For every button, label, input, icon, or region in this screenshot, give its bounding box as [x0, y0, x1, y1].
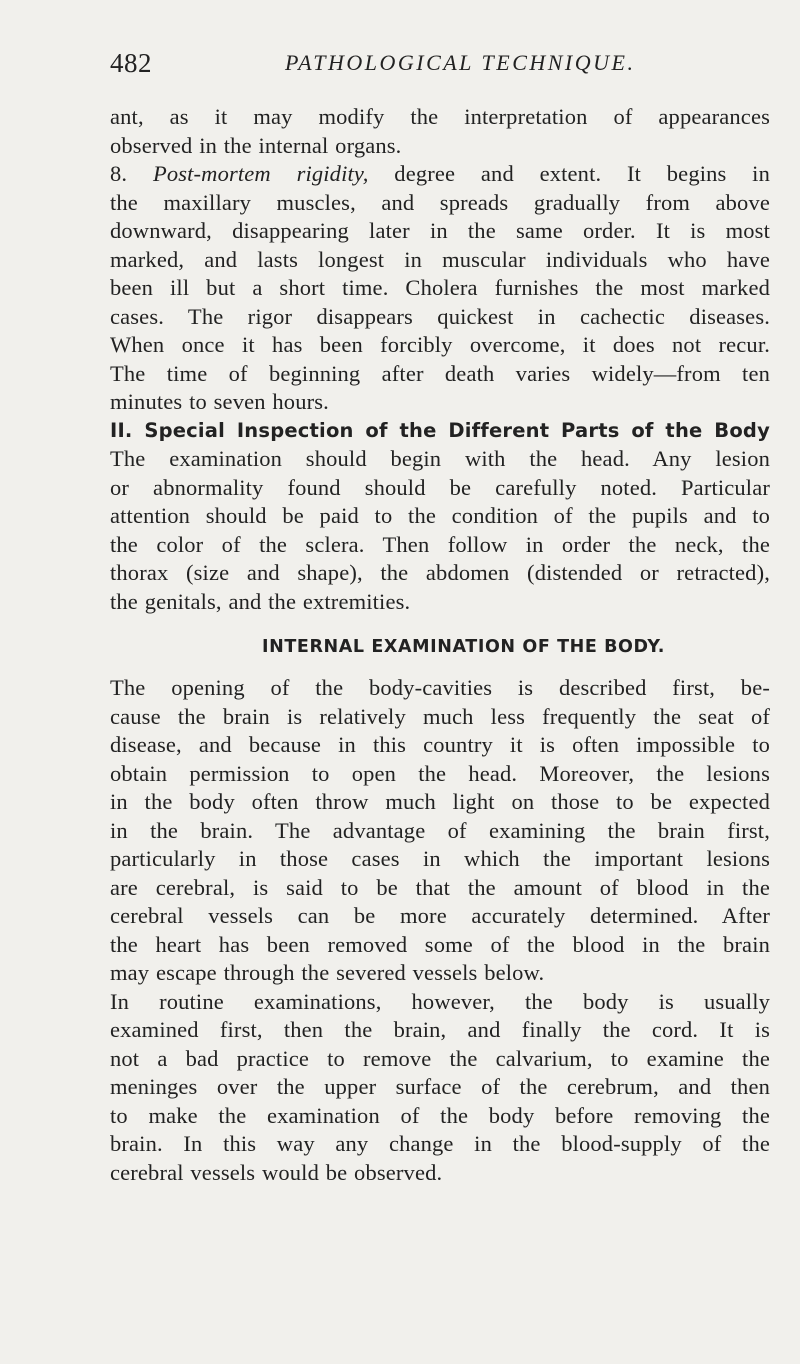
text-line: The examination should begin with the head. Any lesion	[110, 446, 770, 471]
text-line: thorax (size and shape), the abdomen (distended or retracted),	[110, 560, 770, 585]
text-line: the maxillary muscles, and spreads gradually from above	[110, 189, 770, 215]
running-title: PATHOLOGICAL TECHNIQUE.	[285, 50, 636, 75]
text-line: or abnormality found should be carefully noted. Particular	[110, 474, 770, 500]
text-line: disease, and because in this country it is often impossible to	[110, 732, 770, 757]
text-line: in the body often throw much light on those to be expected	[110, 789, 770, 814]
text-line: are cerebral, is said to be that the amount of blood in the	[110, 874, 770, 900]
subheading: INTERNAL EXAMINATION OF THE BODY.	[262, 637, 666, 657]
text-line: been ill but a short time. Cholera furnishes the most marked	[110, 275, 770, 300]
text-line: When once it has been forcibly overcome, it does not recur.	[110, 332, 770, 357]
text-line: The time of beginning after death varies widely—from ten	[110, 360, 770, 386]
text-line: minutes to seven hours.	[110, 389, 329, 414]
text-line: obtain permission to open the head. Moreover, the lesions	[110, 760, 770, 786]
page-number: 482	[110, 48, 152, 78]
text-line: the heart has been removed some of the blood in the brain	[110, 931, 770, 957]
item-number: 8.	[110, 161, 128, 186]
text-line: not a bad practice to remove the calvarium, to examine the	[110, 1045, 770, 1071]
text-line: cases. The rigor disappears quickest in cachectic diseases.	[110, 303, 770, 329]
text-line: the genitals, and the extremities.	[110, 588, 411, 614]
text-line: The opening of the body-cavities is described first, be-	[110, 675, 770, 700]
text-line: in the brain. The advantage of examining the brain first,	[110, 817, 770, 843]
text-line	[110, 160, 770, 189]
text-line: cerebral vessels can be more accurately determined. After	[110, 903, 770, 928]
text-line: to make the examination of the body before removing the	[110, 1102, 770, 1128]
section-heading: II. Special Inspection of the Different Parts of the Body	[110, 418, 770, 442]
text-line: observed in the internal organs.	[110, 132, 402, 158]
text-line: ant, as it may modify the interpretation of appearances	[110, 104, 770, 129]
text-line: cerebral vessels would be observed.	[110, 1159, 443, 1185]
page-header	[110, 48, 770, 84]
text-line: the color of the sclera. Then follow in order the neck, the	[110, 531, 770, 557]
body-text	[110, 103, 770, 1187]
item-title: Post-mortem rigidity,	[152, 161, 369, 186]
text-line: examined first, then the brain, and finally the cord. It is	[110, 1017, 770, 1042]
text-line: downward, disappearing later in the same order. It is most	[110, 218, 770, 243]
text-line: may escape through the severed vessels below.	[110, 960, 545, 985]
text-fragment: degree and extent. It begins in	[368, 161, 770, 186]
text-line: attention should be paid to the condition of the pupils and to	[110, 503, 770, 528]
text-line: marked, and lasts longest in muscular individuals who have	[110, 246, 770, 272]
text-line: brain. In this way any change in the blood-supply of the	[110, 1131, 770, 1156]
text-line: cause the brain is relatively much less frequently the seat of	[110, 703, 770, 729]
text-line: particularly in those cases in which the important lesions	[110, 846, 770, 871]
text-line: meninges over the upper surface of the cerebrum, and then	[110, 1074, 770, 1099]
text-line: In routine examinations, however, the body is usually	[110, 988, 770, 1014]
